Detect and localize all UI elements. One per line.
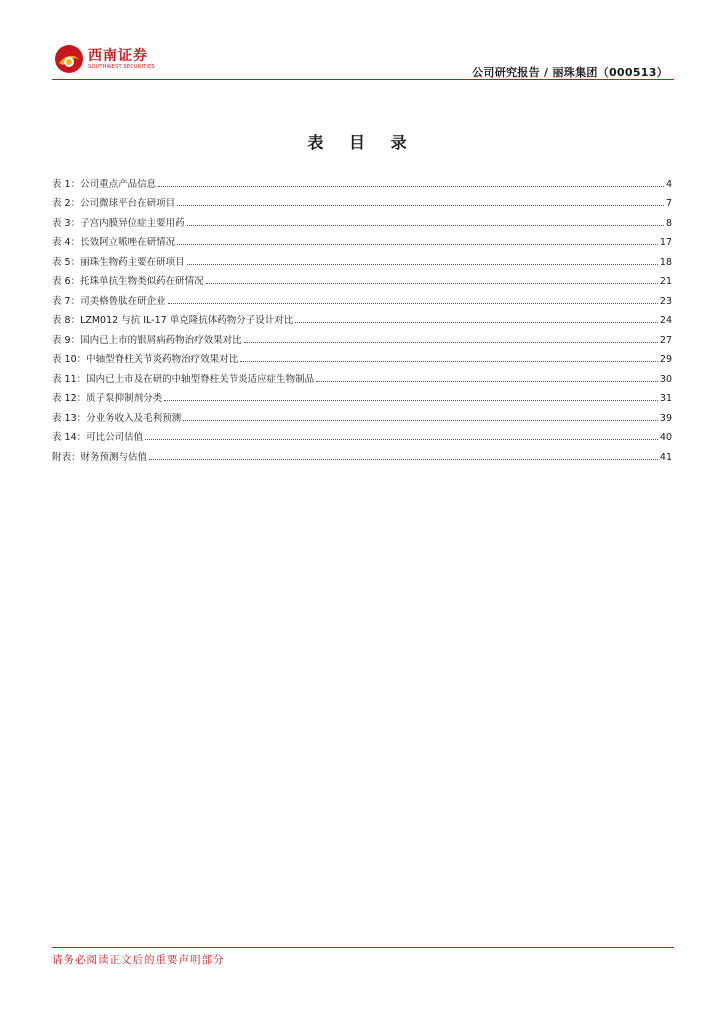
- toc-entry[interactable]: [52, 287, 672, 307]
- logo-chinese-name: 西南证券: [88, 48, 148, 64]
- toc-entry[interactable]: [52, 346, 672, 366]
- toc-entry[interactable]: [52, 248, 672, 268]
- toc-dot-leader: [177, 205, 664, 206]
- toc-entry-label: 表 5：丽珠生物药主要在研项目: [52, 256, 185, 268]
- toc-dot-leader: [183, 420, 658, 421]
- toc-entry-label: 表 4：长效阿立哌唑在研情况: [52, 237, 176, 248]
- company-logo: [52, 42, 155, 76]
- toc-dot-leader: [177, 244, 658, 245]
- toc-entry-label: 表 10：中轴型脊柱关节炎药物治疗效果对比: [52, 354, 239, 365]
- toc-entry-label: 表 11：国内已上市及在研的中轴型脊柱关节炎适应症生物制品: [52, 373, 315, 385]
- toc-entry-page: 21: [659, 276, 672, 287]
- page-header: [52, 40, 674, 80]
- toc-entry[interactable]: [52, 365, 672, 385]
- logo-english-name: SOUTHWEST SECURITIES: [88, 64, 155, 70]
- toc-entry-page: 41: [659, 451, 672, 463]
- toc-entry[interactable]: [52, 326, 672, 346]
- toc-dot-leader: [240, 361, 658, 362]
- toc-entry-page: 27: [659, 334, 672, 346]
- toc-dot-leader: [164, 400, 658, 401]
- report-title: 公司研究报告 / 丽珠集团（000513）: [472, 66, 668, 79]
- toc-entry-page: 24: [659, 315, 672, 326]
- toc-entry-page: 30: [659, 373, 672, 385]
- toc-entry-label: 表 14：可比公司估值: [52, 432, 144, 443]
- toc-entry[interactable]: [52, 268, 672, 288]
- toc-dot-leader: [244, 342, 658, 343]
- toc-entry-page: 39: [659, 412, 672, 424]
- toc-dot-leader: [145, 439, 658, 440]
- toc-entry-label: 表 2：公司微球平台在研项目: [52, 198, 176, 209]
- toc-entry-label: 表 13：分业务收入及毛利预测: [52, 412, 182, 424]
- toc-dot-leader: [168, 303, 658, 304]
- toc-entry-page: 7: [665, 198, 672, 209]
- footer-disclaimer: 请务必阅读正文后的重要声明部分: [52, 954, 225, 966]
- toc-dot-leader: [295, 322, 658, 323]
- toc-entry-page: 31: [659, 393, 672, 404]
- toc-dot-leader: [187, 225, 664, 226]
- toc-dot-leader: [149, 459, 658, 460]
- toc-entry-label: 表 9：国内已上市的银屑病药物治疗效果对比: [52, 334, 242, 346]
- toc-entry-label: 表 12：质子泵抑制剂分类: [52, 393, 163, 404]
- toc-entry-page: 18: [659, 256, 672, 268]
- toc-entry-label: 附表：财务预测与估值: [52, 451, 148, 463]
- toc-entry[interactable]: [52, 385, 672, 405]
- toc-entry[interactable]: [52, 209, 672, 229]
- toc-dot-leader: [316, 381, 658, 382]
- toc-entry-page: 8: [665, 217, 672, 229]
- toc-entry[interactable]: [52, 307, 672, 327]
- toc-title: 表 目 录: [307, 133, 417, 152]
- toc-entry-page: 4: [665, 178, 672, 190]
- toc-entry-label: 表 7：司美格鲁肽在研企业: [52, 295, 166, 307]
- toc-entry[interactable]: [52, 229, 672, 249]
- toc-entry-page: 40: [659, 432, 672, 443]
- toc-entry-page: 17: [659, 237, 672, 248]
- toc-entry-page: 29: [659, 354, 672, 365]
- table-of-contents: [52, 170, 672, 463]
- logo-emblem-icon: [54, 44, 84, 74]
- toc-entry[interactable]: [52, 404, 672, 424]
- toc-entry-label: 表 1：公司重点产品信息: [52, 178, 157, 190]
- toc-entry-label: 表 6：托珠单抗生物类似药在研情况: [52, 276, 204, 287]
- toc-entry[interactable]: [52, 170, 672, 190]
- toc-entry-page: 23: [659, 295, 672, 307]
- toc-entry[interactable]: [52, 443, 672, 463]
- header-divider: [52, 79, 674, 80]
- toc-entry[interactable]: [52, 190, 672, 210]
- footer-divider: [52, 947, 674, 948]
- toc-entry[interactable]: [52, 424, 672, 444]
- toc-entry-label: 表 8：LZM012 与抗 IL-17 单克隆抗体药物分子设计对比: [52, 315, 294, 326]
- toc-entry-label: 表 3：子宫内膜异位症主要用药: [52, 217, 185, 229]
- toc-dot-leader: [206, 283, 658, 284]
- toc-dot-leader: [158, 186, 664, 187]
- toc-dot-leader: [187, 264, 658, 265]
